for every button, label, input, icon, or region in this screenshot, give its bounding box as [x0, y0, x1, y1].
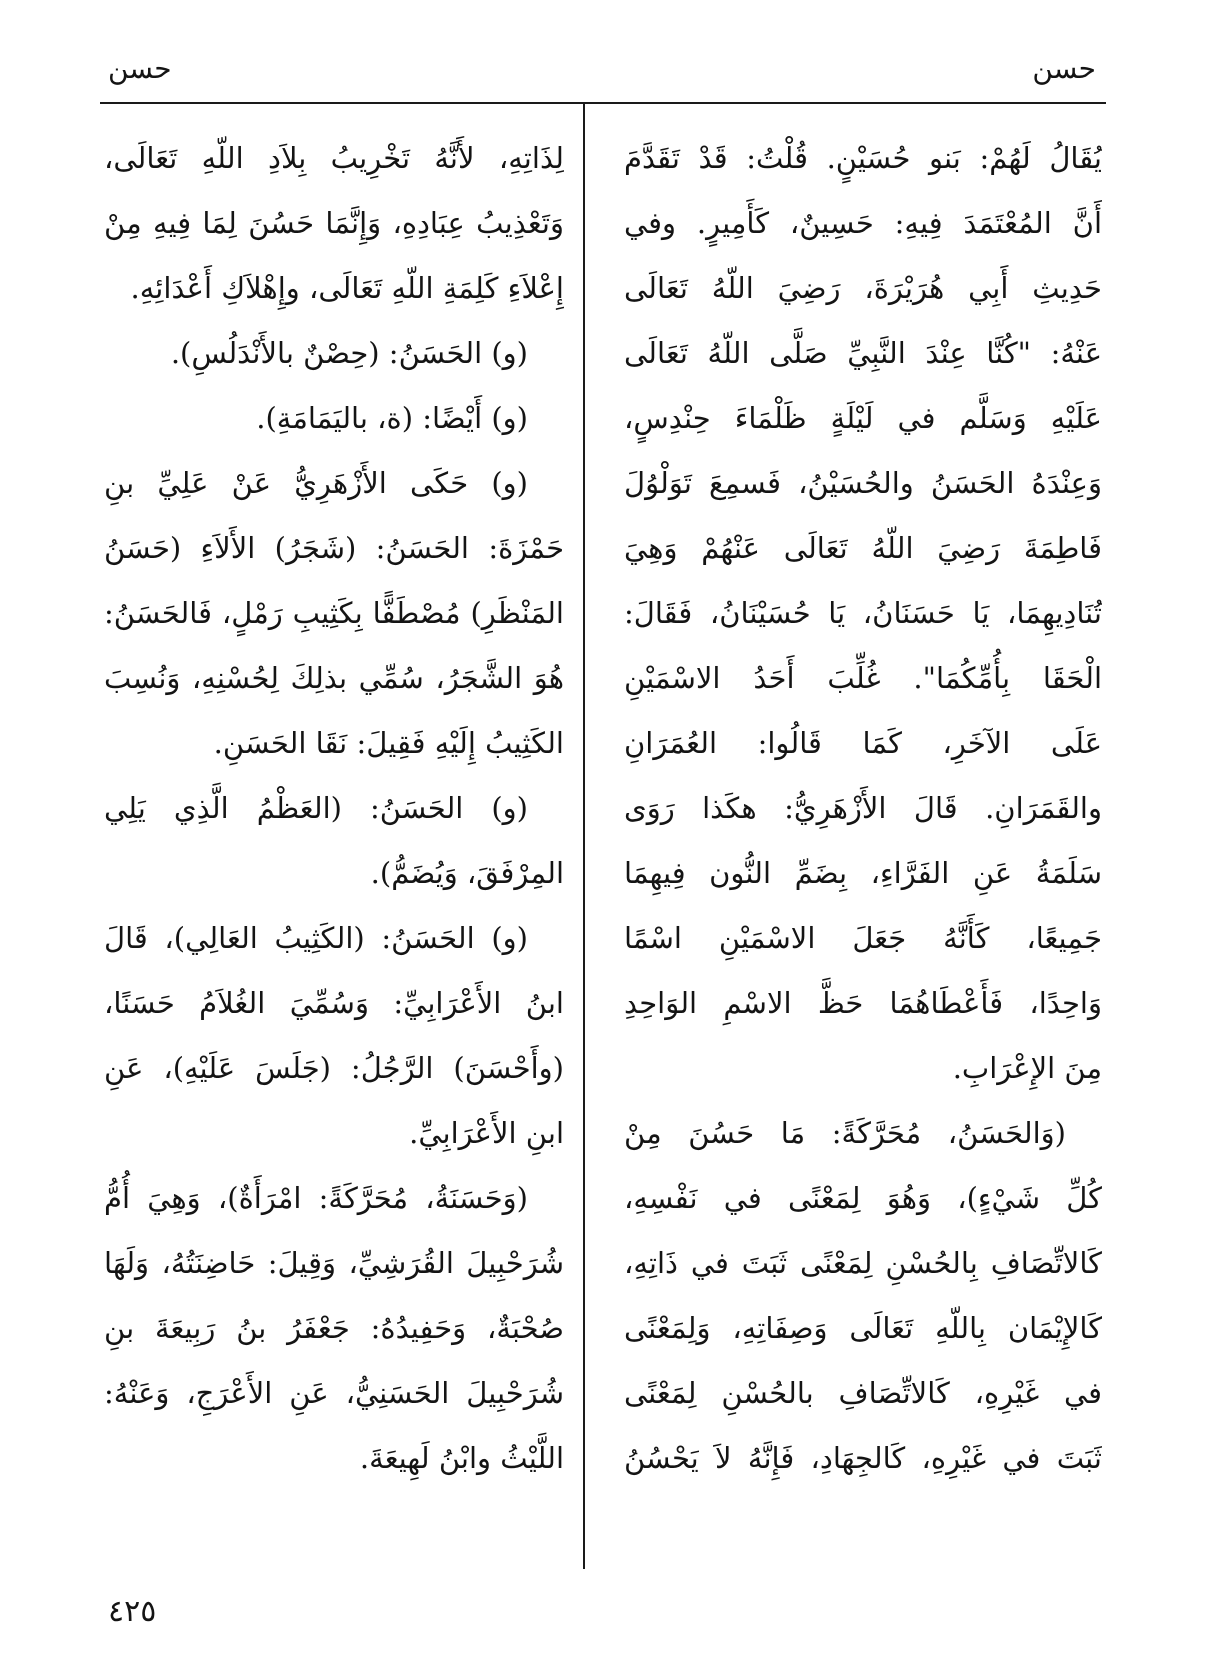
text-line: والقَمَرَانِ. قَالَ الأَزْهَرِيُّ: هكَذا رَوَى: [624, 791, 1102, 825]
text-line: كُلِّ شَيْءٍ)، وَهُوَ لِمَعْنًى في نَفْسِهِ،: [624, 1181, 1102, 1215]
text-line: في غَيْرِهِ، كَالاتِّصَافِ بالحُسْنِ لِمَعْنًى: [624, 1376, 1102, 1410]
text-line: ابنُ الأَعْرَابِيِّ: وَسُمِّيَ الغُلاَمُ حَسَنًا،: [104, 986, 564, 1020]
text-line: (وَالحَسَنُ، مُحَرَّكَةً: مَا حَسُنَ مِنْ: [624, 1116, 1066, 1150]
text-line: فَاطِمَةَ رَضِيَ اللّهُ تَعَالَى عَنْهُمْ وَهِيَ: [624, 531, 1102, 565]
running-head-left: حسن: [108, 52, 172, 85]
text-line: شُرَحْبِيلَ القُرَشِيِّ، وَقِيلَ: حَاضِنَتُهُ، وَلَهَا: [104, 1246, 564, 1280]
text-line: المِرْفَقَ، وَيُضَمُّ).: [370, 856, 564, 890]
text-line: المَنْظَرِ) مُصْطَفًّا بِكَثِيبِ رَمْلٍ، فَالحَسَنُ:: [104, 596, 564, 630]
right-text-column: [624, 126, 1102, 1491]
text-line: (وَحَسَنَةُ، مُحَرَّكَةً: امْرَأَةٌ)، وَهِيَ أُمُّ: [104, 1181, 528, 1215]
text-line: ابنِ الأَعْرَابِيِّ.: [409, 1116, 564, 1150]
text-line: وَاحِدًا، فَأَعْطَاهُمَا حَظَّ الاسْمِ الوَاحِدِ: [624, 986, 1102, 1020]
text-line: كَالإِيْمَان بِاللّهِ تَعَالَى وَصِفَاتِهِ، وَلِمَعْنًى: [624, 1311, 1102, 1345]
text-line: حَدِيثِ أَبِي هُرَيْرَةَ، رَضِيَ اللّهُ تَعَالَى: [624, 271, 1102, 305]
text-line: أَنَّ المُعْتَمَدَ فِيهِ: حَسِينٌ، كَأَمِيرٍ. وفي: [624, 206, 1102, 240]
text-line: الكَثِيبُ إِلَيْهِ فَقِيلَ: نَقَا الحَسَنِ.: [213, 726, 564, 760]
text-line: عَلَيْهِ وَسَلَّم في لَيْلَةٍ ظَلْمَاءَ حِنْدِسٍ،: [624, 401, 1102, 435]
left-text-column: [104, 126, 564, 1491]
text-line: وَتَعْذِيبُ عِبَادِهِ، وَإِنَّمَا حَسُنَ لِمَا فِيهِ مِنْ: [104, 206, 564, 240]
text-line: الْحَقَا بِأُمِّكُمَا". غُلِّبَ أَحَدُ الاسْمَيْنِ: [624, 661, 1102, 695]
text-line: إِعْلاَءِ كَلِمَةِ اللّهِ تَعَالَى، وإِهْلاَكِ أَعْدَائِهِ.: [130, 271, 564, 305]
text-line: كَالاتِّصَافِ بِالحُسْنِ لِمَعْنًى ثَبَتَ في ذَاتِهِ،: [624, 1246, 1102, 1280]
text-line: (و) حَكَى الأَزْهَرِيُّ عَنْ عَلِيِّ بنِ: [104, 466, 528, 500]
page-number: ٤٢٥: [108, 1594, 157, 1629]
text-line: جَمِيعًا، كَأَنَّهُ جَعَلَ الاسْمَيْنِ اسْمًا: [624, 921, 1102, 955]
text-line: اللَّيْثُ وابْنُ لَهِيعَةَ.: [359, 1441, 564, 1475]
text-line: تُنَادِيهِمَا، يَا حَسَنَانُ، يَا حُسَيْنَانُ، فَقَالَ:: [624, 596, 1102, 630]
column-divider: [583, 103, 585, 1569]
text-line: (و) الحَسَنُ: (حِصْنٌ بالأَنْدَلُسِ).: [170, 336, 528, 370]
text-line: (و) الحَسَنُ: (الكَثِيبُ العَالِي)، قَالَ: [104, 921, 528, 955]
text-line: مِنَ الإِعْرَابِ.: [952, 1051, 1102, 1085]
text-line: شُرَحْبِيلَ الحَسَنِيُّ، عَنِ الأَعْرَجِ، وَعَنْهُ:: [104, 1376, 564, 1410]
text-line: وَعِنْدَهُ الحَسَنُ والحُسَيْنُ، فَسمِعَ تَوَلْوُلَ: [624, 466, 1102, 500]
text-line: (وأَحْسَنَ) الرَّجُلُ: (جَلَسَ عَلَيْهِ)، عَنِ: [104, 1051, 564, 1085]
text-line: حَمْزَةَ: الحَسَنُ: (شَجَرُ) الأَلاَءِ (حَسَنُ: [104, 531, 564, 565]
text-line: عَنْهُ: "كُنَّا عِنْدَ النَّبِيِّ صَلَّى اللّهُ تَعَالَى: [624, 336, 1102, 370]
header-rule: [100, 102, 1106, 104]
running-head-right: حسن: [1032, 52, 1096, 85]
text-line: يُقَالُ لَهُمْ: بَنو حُسَيْنٍ. قُلْتُ: قَدْ تَقَدَّمَ: [624, 141, 1102, 175]
text-line: لِذَاتِهِ، لأَنَّهُ تَخْرِيبُ بِلاَدِ اللّهِ تَعَالَى،: [104, 141, 564, 175]
text-line: ثَبَتَ في غَيْرِهِ، كَالجِهَادِ، فَإِنَّهُ لاَ يَحْسُنُ: [624, 1441, 1102, 1475]
text-line: (و) الحَسَنُ: (العَظْمُ الَّذِي يَلِي: [104, 791, 528, 825]
text-line: (و) أَيْضًا: (ة، باليَمَامَةِ).: [256, 401, 528, 435]
text-line: عَلَى الآخَرِ، كَمَا قَالُوا: العُمَرَانِ: [624, 726, 1102, 760]
text-line: سَلَمَةُ عَنِ الفَرَّاءِ، بِضَمِّ النُّون فِيهِمَا: [624, 856, 1102, 890]
text-line: صُحْبَةٌ، وَحَفِيدُهُ: جَعْفَرُ بنُ رَبِيعَةَ بنِ: [104, 1311, 564, 1345]
text-line: هُوَ الشَّجَرُ، سُمِّي بذلِكَ لِحُسْنِهِ، وَنُسِبَ: [104, 661, 564, 695]
